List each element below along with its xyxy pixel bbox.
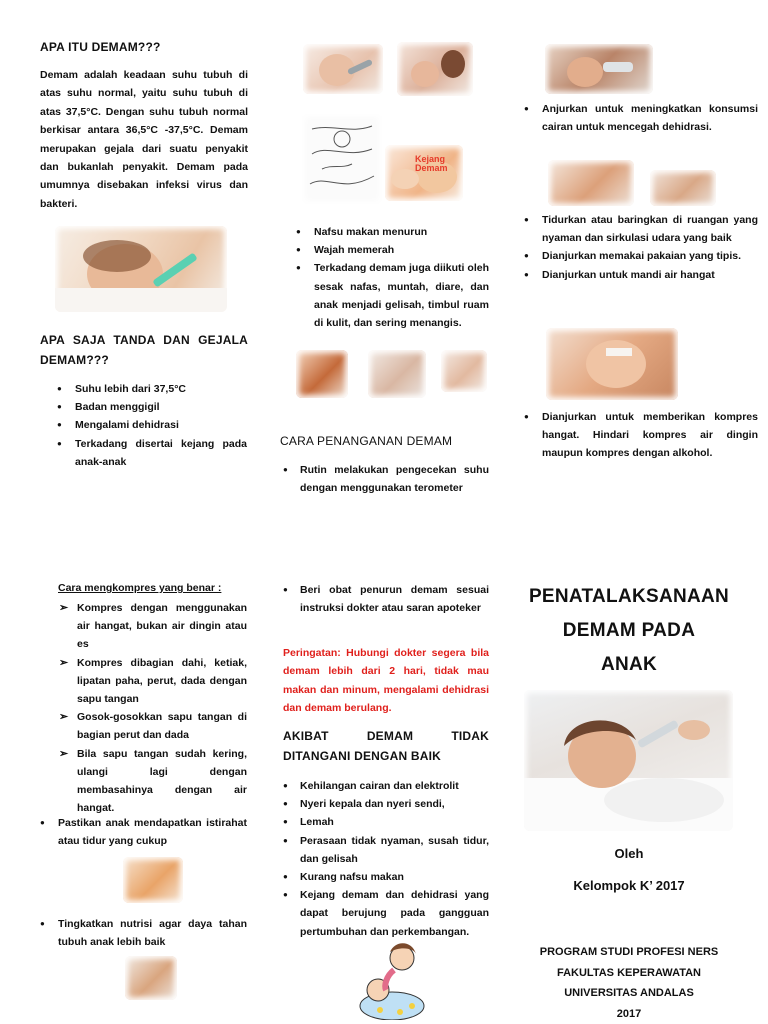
heading-handling: CARA PENANGANAN DEMAM	[280, 434, 453, 448]
list-item: ● Mengalami dehidrasi	[57, 416, 247, 434]
photo-baby-thermometer	[55, 226, 227, 312]
signs-more-list	[296, 223, 489, 332]
list-item: ➢ Gosok-gosokkan sapu tangan di bagian perut dan dada	[57, 708, 247, 744]
list-item: ➢ Kompres dengan menggunakan air hangat, bukan air dingin atau es	[57, 599, 247, 654]
cover-title	[522, 580, 736, 682]
list-item: ● Anjurkan untuk meningkatkan konsumsi cairan untuk mencegah dehidrasi.	[524, 100, 758, 136]
photo-baby-compress	[546, 328, 678, 400]
photo-child-sleeping	[123, 857, 183, 903]
list-item: ● Perasaan tidak nyaman, susah tidur, dan gelisah	[283, 832, 489, 868]
cover-university: UNIVERSITAS ANDALAS	[564, 987, 694, 999]
list-item: ● Dianjurkan memakai pakaian yang tipis.	[524, 247, 758, 265]
photo-child-thermometer	[303, 44, 383, 94]
photo-child-drinking	[548, 160, 634, 206]
effects-list	[283, 777, 489, 941]
list-item: ● Tingkatkan nutrisi agar daya tahan tubuh anak lebih baik	[40, 915, 247, 951]
fluid-list	[524, 100, 758, 136]
list-item: ● Nafsu makan menurun	[296, 223, 489, 241]
list-item: ● Nyeri kepala dan nyeri sendi,	[283, 795, 489, 813]
cover-title-line3: ANAK	[600, 654, 658, 675]
list-item: ● Terkadang demam juga diikuti oleh sesak nafas, muntah, diare, dan anak menjadi gelisah, timbul ruam di kulit, dan sering menangis.	[296, 259, 489, 332]
list-item: ● Beri obat penurun demam sesuai instruksi dokter atau saran apoteker	[283, 581, 489, 617]
warning-text: Peringatan: Hubungi dokter segera bila demam lebih dari 2 hari, tidak mau makan dan minum, mengalami dehidrasi dan demam berulang.	[283, 647, 489, 715]
cover-title-line1: PENATALAKSANAAN	[528, 586, 730, 607]
medicine-list	[283, 581, 489, 617]
illustration-febrile-seizure	[385, 145, 463, 201]
list-item: ● Dianjurkan untuk mandi air hangat	[524, 266, 758, 284]
cover-by: Oleh	[614, 846, 644, 861]
list-item: ● Wajah memerah	[296, 241, 489, 259]
compress-title: Cara mengkompres yang benar :	[58, 582, 222, 594]
rest-list	[40, 814, 247, 850]
list-item: ➢ Kompres dibagian dahi, ketiak, lipatan paha, perut, dada dengan sapu tangan	[57, 654, 247, 709]
list-item: ● Badan menggigil	[57, 398, 247, 416]
cover-group: Kelompok K’ 2017	[573, 878, 685, 893]
list-item: ● Dianjurkan untuk memberikan kompres hangat. Hindari kompres air dingin maupun kompres dengan alkohol.	[524, 408, 758, 463]
photo-baby-lying	[650, 170, 716, 206]
list-item: ➢ Bila sapu tangan sudah kering, ulangi lagi dengan membasahinya dengan air hangat.	[57, 745, 247, 818]
compress-advice-list	[524, 408, 758, 463]
illustration-fever-sketch	[302, 114, 382, 204]
handling-list	[283, 461, 489, 497]
nutrition-list	[40, 915, 247, 951]
heading-effects: AKIBAT DEMAM TIDAK DITANGANI DENGAN BAIK	[283, 729, 489, 763]
compress-steps-list	[57, 599, 247, 817]
photo-child-sick-1	[296, 350, 348, 398]
cover-program: PROGRAM STUDI PROFESI NERS	[539, 946, 719, 958]
signs-list	[57, 380, 247, 471]
cover-institution	[522, 942, 736, 1024]
list-item: ● Lemah	[283, 813, 489, 831]
heading-signs: APA SAJA TANDA DAN GEJALA DEMAM???	[40, 333, 248, 367]
list-item: ● Kurang nafsu makan	[283, 868, 489, 886]
comfort-list	[524, 211, 758, 284]
list-item: ● Kehilangan cairan dan elektrolit	[283, 777, 489, 795]
list-item: ● Pastikan anak mendapatkan istirahat atau tidur yang cukup	[40, 814, 247, 850]
list-item: ● Suhu lebih dari 37,5°C	[57, 380, 247, 398]
photo-child-eating	[125, 956, 177, 1000]
heading-what-is-fever: APA ITU DEMAM???	[40, 40, 161, 54]
photo-baby-sick	[441, 350, 487, 392]
list-item: ● Tidurkan atau baringkan di ruangan yang nyaman dan sirkulasi udara yang baik	[524, 211, 758, 247]
intro-paragraph: Demam adalah keadaan suhu tubuh di atas suhu normal, yaitu suhu tubuh di atas 37,5°C. Dengan suhu tubuh normal berkisar antara 36,5°C -37,5°C. Demam merupakan gejala dari suatu penyakit dan bukanlah penyakit. Demam pada umumnya disebakan infeksi virus dan bakteri.	[40, 69, 248, 210]
photo-ear-thermometer	[545, 44, 653, 94]
illustration-mother-child	[350, 940, 434, 1020]
cover-title-line2: DEMAM PADA	[562, 620, 696, 641]
photo-child-sick-2	[368, 350, 426, 398]
photo-mother-child	[397, 42, 473, 96]
kejang-demam-label: Kejang Demam	[415, 154, 448, 173]
cover-year: 2017	[616, 1007, 642, 1020]
list-item: ● Rutin melakukan pengecekan suhu dengan menggunakan terometer	[283, 461, 489, 497]
list-item: ● Kejang demam dan dehidrasi yang dapat berujung pada gangguan pertumbuhan dan perkembangan.	[283, 886, 489, 941]
photo-cover-sick-child	[524, 690, 733, 831]
cover-faculty: FAKULTAS KEPERAWATAN	[556, 966, 701, 979]
list-item: ● Terkadang disertai kejang pada anak-anak	[57, 435, 247, 471]
